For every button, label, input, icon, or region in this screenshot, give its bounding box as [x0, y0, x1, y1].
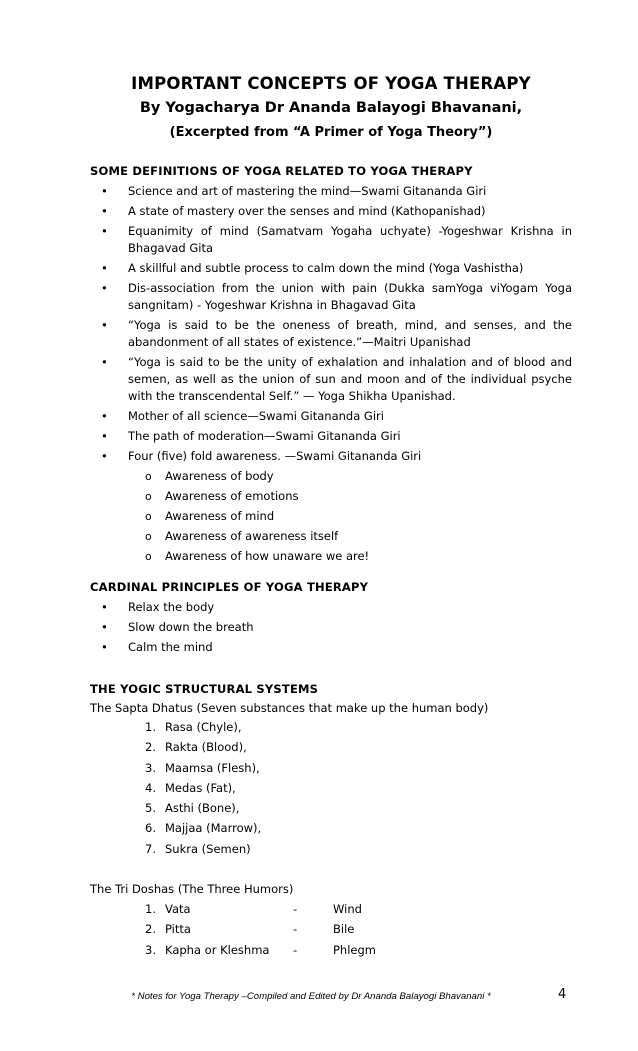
footer-note: * Notes for Yoga Therapy –Compiled and Edited by Dr Ananda Balayogi Bhavanani *: [131, 991, 491, 1002]
principle-item: • Relax the body: [101, 600, 215, 614]
bullet-icon: •: [101, 318, 108, 332]
dosha-item: 3. Kapha or Kleshma - Phlegm: [145, 942, 376, 957]
awareness-item: o Awareness of how unaware we are!: [145, 549, 370, 563]
definition-item: • Equanimity of mind (Samatvam Yogaha uchyate) -Yogeshwar Krishna in Bhagavad Gita: [101, 224, 572, 255]
structural-heading: THE YOGIC STRUCTURAL SYSTEMS: [90, 682, 319, 696]
doshas-intro: The Tri Doshas (The Three Humors): [90, 882, 294, 896]
circle-bullet-icon: o: [145, 550, 152, 563]
bullet-icon: •: [101, 224, 108, 238]
definitions-list: [90, 183, 572, 568]
dhatus-list: [90, 719, 572, 861]
circle-bullet-icon: o: [145, 470, 152, 483]
dosha-item: 1. Vata - Wind: [145, 902, 362, 916]
circle-bullet-icon: o: [145, 530, 152, 543]
bullet-icon: •: [101, 184, 108, 198]
bullet-icon: •: [101, 204, 108, 218]
definition-item: • “Yoga is said to be the oneness of breath, mind, and senses, and the abandonment of all states of existence.”—Maitri Upanishad: [101, 318, 572, 349]
dhatus-intro: The Sapta Dhatus (Seven substances that make up the human body): [90, 701, 489, 715]
awareness-item: o Awareness of body: [145, 469, 274, 483]
definition-item: • A skillful and subtle process to calm down the mind (Yoga Vashistha): [101, 261, 524, 275]
principle-item: • Calm the mind: [101, 640, 213, 654]
doshas-list: [90, 901, 572, 962]
awareness-item: o Awareness of awareness itself: [145, 529, 339, 543]
bullet-icon: •: [101, 261, 108, 275]
awareness-item: o Awareness of mind: [145, 509, 275, 523]
dosha-item: 2. Pitta - Bile: [145, 922, 355, 937]
bullet-icon: •: [101, 449, 108, 463]
definition-item: • Science and art of mastering the mind—Swami Gitananda Giri: [101, 184, 487, 198]
definition-item: • “Yoga is said to be the unity of exhalation and inhalation and of blood and semen, as well as the union of sun and moon and of the individual psyche with the transcendental Self.” — Yoga Shikha Upanishad.: [101, 355, 572, 403]
dhatu-item: 7. Sukra (Semen): [145, 841, 251, 856]
definitions-heading: SOME DEFINITIONS OF YOGA RELATED TO YOGA THERAPY: [90, 164, 473, 178]
page-number: 4: [558, 987, 567, 1002]
bullet-icon: •: [101, 281, 108, 295]
bullet-icon: •: [101, 429, 108, 443]
bullet-icon: •: [101, 620, 108, 634]
circle-bullet-icon: o: [145, 490, 152, 503]
dhatu-item: 6. Majjaa (Marrow),: [145, 821, 262, 836]
dhatu-item: 4. Medas (Fat),: [145, 780, 236, 795]
dhatu-item: 3. Maamsa (Flesh),: [145, 760, 260, 775]
dhatu-item: 1. Rasa (Chyle),: [145, 720, 242, 734]
principles-heading: CARDINAL PRINCIPLES OF YOGA THERAPY: [90, 580, 369, 594]
principle-item: • Slow down the breath: [101, 620, 254, 634]
principles-list: [90, 599, 572, 659]
dhatu-item: 2. Rakta (Blood),: [145, 740, 247, 755]
bullet-icon: •: [101, 409, 108, 423]
awareness-item: o Awareness of emotions: [145, 489, 299, 503]
dhatu-item: 5. Asthi (Bone),: [145, 801, 240, 816]
definition-item: • Four (five) fold awareness. —Swami Gitananda Giri o Awareness of body o Awareness of emotions o Awareness of mind o Awareness of awareness itself o Awareness of how unaware we are!: [90, 448, 572, 565]
bullet-icon: •: [101, 640, 108, 654]
circle-bullet-icon: o: [145, 510, 152, 523]
definition-item: • The path of moderation—Swami Gitananda Giri: [101, 429, 401, 443]
definition-item: • A state of mastery over the senses and mind (Kathopanishad): [101, 204, 486, 218]
definition-item: • Dis-association from the union with pain (Dukka samYoga viYogam Yoga sangnitam) - Yogeshwar Krishna in Bhagavad Gita: [101, 281, 572, 312]
bullet-icon: •: [101, 355, 108, 369]
document-source: (Excerpted from “A Primer of Yoga Theory”): [169, 125, 493, 140]
awareness-list: [90, 468, 572, 565]
bullet-icon: •: [101, 600, 108, 614]
document-title: IMPORTANT CONCEPTS OF YOGA THERAPY: [131, 74, 531, 93]
document-author: By Yogacharya Dr Ananda Balayogi Bhavanani,: [139, 100, 523, 116]
definition-item: • Mother of all science—Swami Gitananda Giri: [101, 409, 384, 423]
